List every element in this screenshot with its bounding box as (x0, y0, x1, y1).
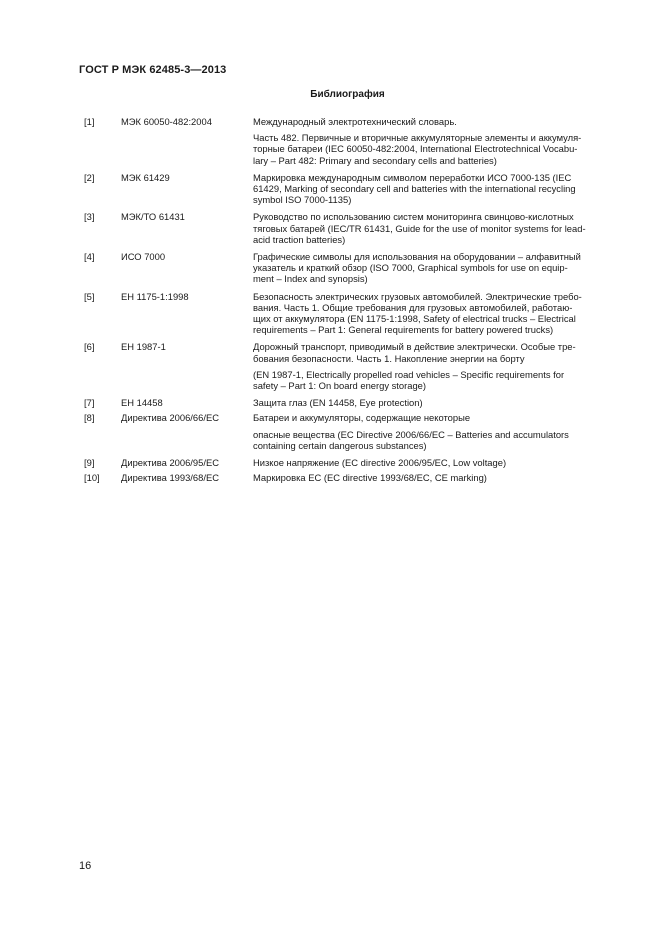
entry-paragraph: Международный электротехнический словарь. (253, 116, 457, 127)
page-number: 16 (79, 860, 92, 872)
bibliography-entry (84, 457, 604, 468)
entry-standard-code: Директива 2006/95/ЕС (121, 457, 219, 469)
entry-number: [1] (84, 116, 95, 127)
bibliography-entry (84, 412, 604, 451)
entry-paragraph: (EN 1987-1, Electrically propelled road vehicles – Specific requirements for safety – Part 1: On board energy storage) (253, 368, 565, 392)
entry-number: [6] (84, 341, 95, 353)
section-title (0, 89, 661, 100)
entry-description (253, 291, 604, 336)
standard-designation: ГОСТ Р МЭК 62485-3—2013 (79, 64, 227, 76)
entry-standard-code: Директива 1993/68/ЕС (121, 472, 219, 484)
entry-paragraph: Графические символы для использования на оборудовании – алфавитный указатель и краткий обзор (ISO 7000, Graphical symbols for use on equip- ment – Index and synopsis) (253, 251, 581, 285)
entry-paragraph: Маркировка международным символом переработки ИСО 7000-135 (IEC 61429, Marking of secondary cell and batteries with the international recycling symbol ISO 7000-1135) (253, 171, 576, 206)
entry-number: [8] (84, 412, 95, 424)
entry-paragraph: опасные вещества (EC Directive 2006/66/EC – Batteries and accumulators containing certain dangerous substances) (253, 428, 569, 451)
bibliography-entry (84, 291, 604, 336)
bibliography-entry (84, 397, 604, 408)
entry-number: [3] (84, 211, 95, 223)
entry-number: [4] (84, 251, 95, 263)
entry-paragraph: Батареи и аккумуляторы, содержащие некоторые (253, 412, 471, 424)
entry-number: [10] (84, 472, 100, 484)
entry-standard-code: МЭК 61429 (121, 171, 170, 183)
entry-description (253, 211, 604, 245)
entry-description (253, 397, 604, 408)
entry-paragraph: Часть 482. Первичные и вторичные аккумуляторные элементы и аккумуля- торные батареи (IEC 60050-482:2004, International Electrotechnical Vocabu- lary – Part 482: Primary and secondary cells and batteries) (253, 132, 582, 166)
entry-description (253, 116, 604, 166)
entry-number: [2] (84, 171, 95, 183)
entry-description (253, 472, 604, 483)
entry-paragraph: Руководство по использованию систем мониторинга свинцово-кислотных тяговых батарей (IEC/TR 61431, Guide for the use of monitor systems for lead- acid traction batteries) (253, 211, 586, 245)
entry-description (253, 412, 604, 451)
bibliography-entry (84, 211, 604, 245)
entry-standard-code: ЕН 1175-1:1998 (121, 290, 189, 302)
entry-paragraph: Маркировка ЕС (EC directive 1993/68/EC, CE marking) (253, 472, 487, 484)
bibliography-list (84, 116, 604, 483)
entry-standard-code: ЕН 1987-1 (121, 341, 166, 353)
entry-standard-code: МЭК 60050-482:2004 (121, 116, 212, 127)
bibliography-entry (84, 341, 604, 391)
entry-paragraph: Защита глаз (EN 14458, Eye protection) (253, 397, 423, 409)
bibliography-entry (84, 116, 604, 166)
entry-number: [9] (84, 457, 95, 469)
bibliography-entry (84, 251, 604, 285)
bibliography-entry (84, 172, 604, 206)
entry-paragraph: Дорожный транспорт, приводимый в действие электрически. Особые тре- бования безопасности. Часть 1. Накопление энергии на борту (253, 341, 576, 364)
entry-standard-code: МЭК/ТО 61431 (121, 211, 185, 223)
entry-standard-code: Директива 2006/66/ЕС (121, 412, 219, 424)
entry-description (253, 251, 604, 285)
bibliography-entry (84, 472, 604, 483)
entry-description (253, 457, 604, 468)
entry-number: [5] (84, 290, 95, 302)
entry-paragraph: Низкое напряжение (EC directive 2006/95/EC, Low voltage) (253, 457, 507, 469)
entry-description (253, 172, 604, 206)
entry-description (253, 341, 604, 391)
section-title-text: Библиография (310, 89, 385, 100)
entry-standard-code: ИСО 7000 (121, 251, 166, 263)
entry-number: [7] (84, 397, 95, 409)
entry-standard-code: ЕН 14458 (121, 397, 163, 409)
entry-paragraph: Безопасность электрических грузовых автомобилей. Электрические требо- вания. Часть 1. Общие требования для грузовых автомобилей, работаю- щих от аккумулятора (EN 1175-1:1998, Safety of electrical trucks – Electrical requirements – Part 1: General requirements for battery powered trucks) (253, 290, 582, 336)
